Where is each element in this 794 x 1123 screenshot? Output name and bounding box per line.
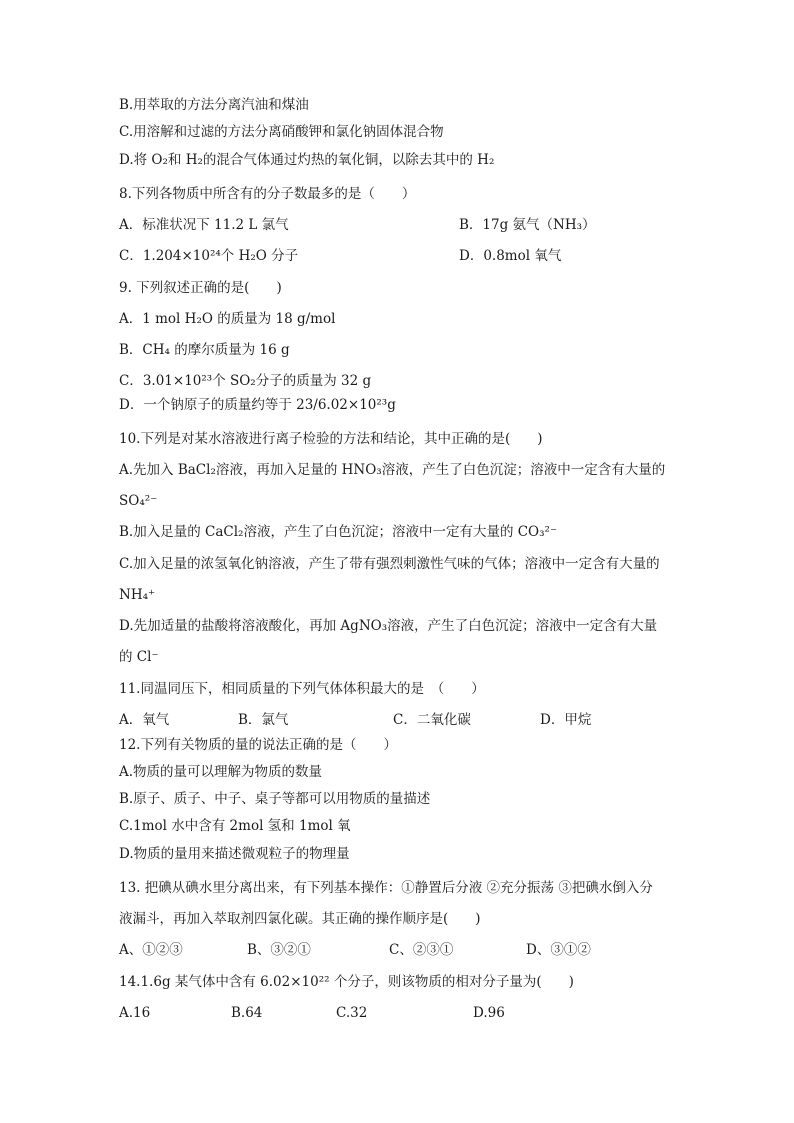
q10-stem: 10.下列是对某水溶液进行离子检验的方法和结论，其中正确的是( )	[119, 431, 543, 447]
q7-option-c: C.用溶解和过滤的方法分离硝酸钾和氯化钠固体混合物	[119, 124, 444, 140]
q10-option-d-line1: D.先加适量的盐酸将溶液酸化，再加 AgNO₃溶液，产生了白色沉淀；溶液中一定含有大量	[119, 618, 658, 634]
q10-option-c-line2: NH₄⁺	[119, 587, 156, 603]
q8-option-d: D．0.8mol 氧气	[459, 248, 562, 264]
q10-option-a-line2: SO₄²⁻	[119, 493, 158, 509]
q10-option-d-line2: 的 Cl⁻	[119, 649, 159, 665]
q8-stem: 8.下列各物质中所含有的分子数最多的是（ ）	[119, 186, 416, 202]
q7-option-d: D.将 O₂和 H₂的混合气体通过灼热的氧化铜，以除去其中的 H₂	[119, 152, 495, 168]
q8-option-b: B．17g 氨气（NH₃）	[459, 217, 596, 233]
q11-option-c: C．二氧化碳	[393, 712, 471, 728]
q14-option-b: B.64	[231, 1005, 263, 1021]
q8-option-a: A．标准状况下 11.2 L 氯气	[119, 217, 289, 233]
q10-option-a-line1: A.先加入 BaCl₂溶液，再加入足量的 HNO₃溶液，产生了白色沉淀；溶液中一定含有大量的	[119, 462, 666, 478]
q12-option-a: A.物质的量可以理解为物质的数量	[119, 764, 323, 780]
q14-option-d: D.96	[473, 1005, 505, 1021]
q14-stem: 14.1.6g 某气体中含有 6.02×10²² 个分子，则该物质的相对分子量为( )	[119, 974, 574, 990]
q9-stem: 9. 下列叙述正确的是( )	[119, 280, 282, 296]
q9-option-d: D．一个钠原子的质量约等于 23/6.02×10²³g	[119, 397, 396, 413]
q10-option-b: B.加入足量的 CaCl₂溶液，产生了白色沉淀；溶液中一定有大量的 CO₃²⁻	[119, 524, 558, 540]
q13-option-a: A、①②③	[119, 942, 183, 958]
q12-option-b: B.原子、质子、中子、桌子等都可以用物质的量描述	[119, 791, 431, 807]
q11-option-b: B．氯气	[238, 712, 289, 728]
q11-option-d: D．甲烷	[540, 712, 592, 728]
q8-option-c: C．1.204×10²⁴个 H₂O 分子	[119, 248, 299, 264]
q9-option-c: C．3.01×10²³个 SO₂分子的质量为 32 g	[119, 373, 372, 389]
q12-option-c: C.1mol 水中含有 2mol 氢和 1mol 氧	[119, 818, 351, 834]
q9-option-b: B．CH₄ 的摩尔质量为 16 g	[119, 342, 290, 358]
q14-option-a: A.16	[119, 1005, 151, 1021]
q14-option-c: C.32	[336, 1005, 368, 1021]
q7-option-b: B.用萃取的方法分离汽油和煤油	[119, 97, 309, 113]
q9-option-a: A．1 mol H₂O 的质量为 18 g/mol	[119, 311, 336, 327]
q13-stem-line2: 液漏斗，再加入萃取剂四氯化碳。其正确的操作顺序是( )	[119, 911, 481, 927]
q11-option-a: A．氧气	[119, 712, 170, 728]
q13-option-b: B、③②①	[247, 942, 311, 958]
q12-stem: 12.下列有关物质的量的说法正确的是（ ）	[119, 737, 397, 753]
q13-stem-line1: 13. 把碘从碘水里分离出来，有下列基本操作：①静置后分液 ②充分振荡 ③把碘水倒入分	[119, 880, 653, 896]
q12-option-d: D.物质的量用来描述微观粒子的物理量	[119, 846, 350, 862]
q10-option-c-line1: C.加入足量的浓氢氧化钠溶液，产生了带有强烈刺激性气味的气体；溶液中一定含有大量的	[119, 556, 660, 572]
q13-option-c: C、②③①	[389, 942, 454, 958]
q13-option-d: D、③①②	[526, 942, 591, 958]
q11-stem: 11.同温同压下，相同质量的下列气体体积最大的是 （ ）	[119, 681, 485, 697]
